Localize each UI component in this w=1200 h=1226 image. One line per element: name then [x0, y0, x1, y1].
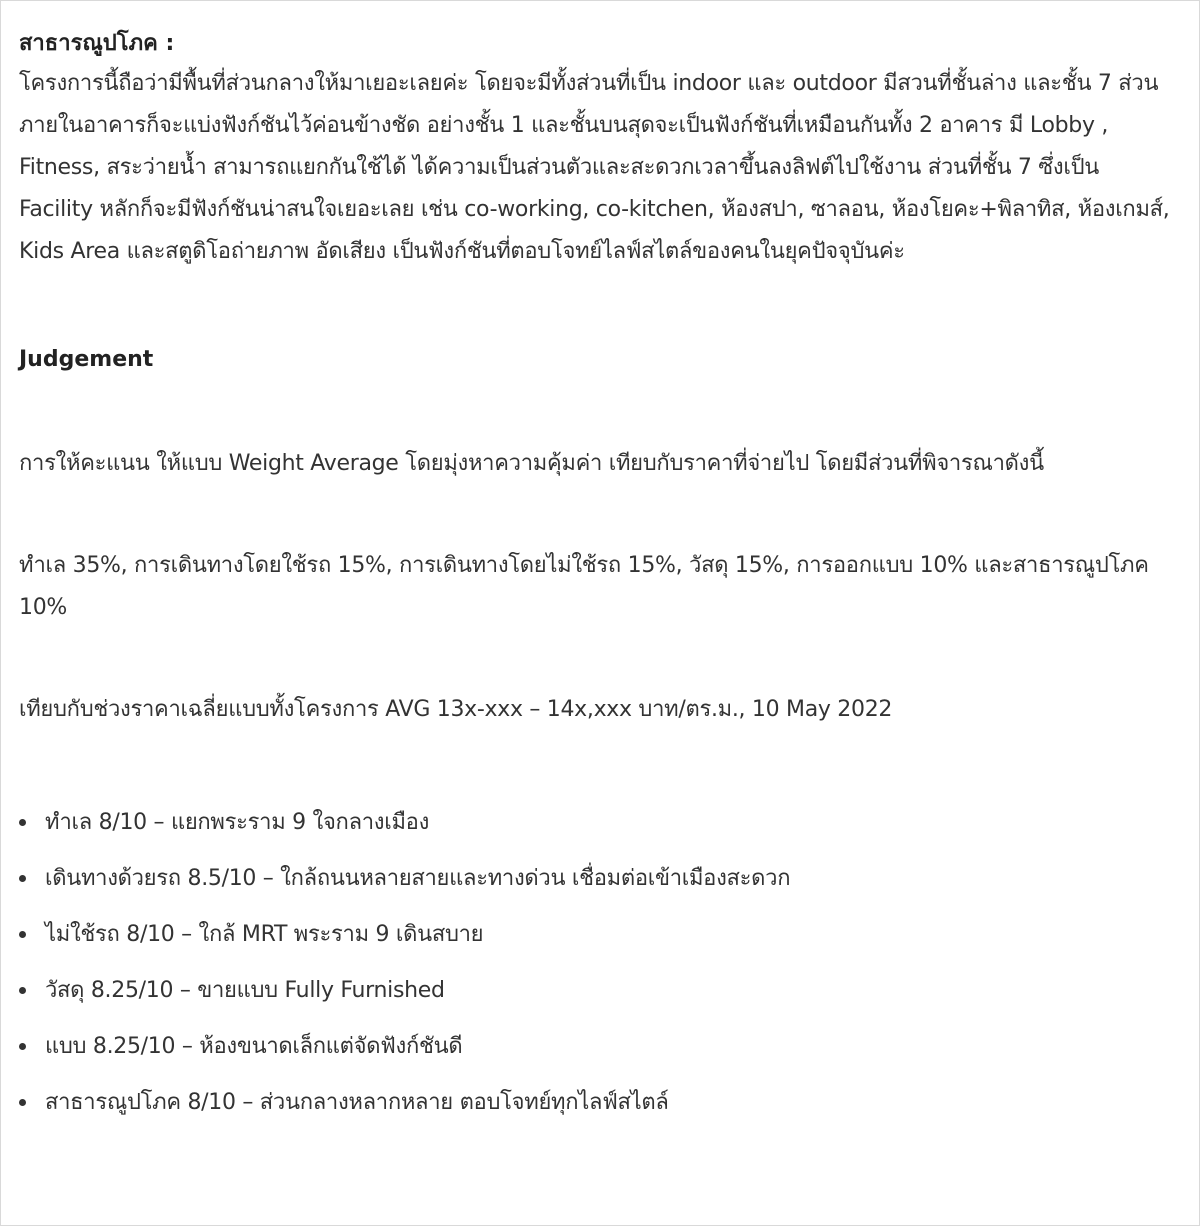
weights-paragraph: ทำเล 35%, การเดินทางโดยใช้รถ 15%, การเดินทางโดยไม่ใช้รถ 15%, วัสดุ 15%, การออกแบบ 10% และสาธารณูปโภค 10%	[19, 553, 1149, 620]
bullet-icon	[19, 819, 26, 826]
bullet-icon	[19, 875, 26, 882]
bullet-icon	[19, 1099, 26, 1106]
article-content	[19, 29, 1179, 1131]
score-text: วัสดุ 8.25/10 – ขายแบบ Fully Furnished	[45, 978, 445, 1003]
score-item-location	[19, 795, 1179, 851]
price-reference-paragraph: เทียบกับช่วงราคาเฉลี่ยแบบทั้งโครงการ AVG 13x-xxx – 14x,xxx บาท/ตร.ม., 10 May 2022	[19, 697, 893, 722]
score-item-design	[19, 1019, 1179, 1075]
score-item-facilities	[19, 1075, 1179, 1131]
judgement-heading: Judgement	[19, 347, 154, 372]
facilities-heading: สาธารณูปโภค :	[19, 31, 175, 56]
bullet-icon	[19, 931, 26, 938]
bullet-icon	[19, 987, 26, 994]
score-text: ไม่ใช้รถ 8/10 – ใกล้ MRT พระราม 9 เดินสบาย	[45, 922, 484, 947]
score-text: แบบ 8.25/10 – ห้องขนาดเล็กแต่จัดฟังก์ชันดี	[45, 1034, 463, 1059]
score-item-travel-by-car	[19, 851, 1179, 907]
score-item-materials	[19, 963, 1179, 1019]
score-item-travel-without-car	[19, 907, 1179, 963]
score-list	[19, 795, 1179, 1131]
bullet-icon	[19, 1043, 26, 1050]
score-text: เดินทางด้วยรถ 8.5/10 – ใกล้ถนนหลายสายและทางด่วน เชื่อมต่อเข้าเมืองสะดวก	[45, 866, 791, 891]
facilities-paragraph: โครงการนี้ถือว่ามีพื้นที่ส่วนกลางให้มาเยอะเลยค่ะ โดยจะมีทั้งส่วนที่เป็น indoor และ outdoor มีสวนที่ชั้นล่าง และชั้น 7 ส่วนภายในอาคารก็จะแบ่งฟังก์ชันไว้ค่อนข้างชัด อย่างชั้น 1 และชั้นบนสุดจะเป็นฟังก์ชันที่เหมือนกันทั้ง 2 อาคาร มี Lobby , Fitness, สระว่ายน้ำ สามารถแยกกันใช้ได้ ได้ความเป็นส่วนตัวและสะดวกเวลาขึ้นลงลิฟต์ไปใช้งาน ส่วนที่ชั้น 7 ซึ่งเป็น Facility หลักก็จะมีฟังก์ชันน่าสนใจเยอะเลย เช่น co-working, co-kitchen, ห้องสปา, ซาลอน, ห้องโยคะ+พิลาทิส, ห้องเกมส์, Kids Area และสตูดิโอถ่ายภาพ อัดเสียง เป็นฟังก์ชันที่ตอบโจทย์ไลฟ์สไตล์ของคนในยุคปัจจุบันค่ะ	[19, 71, 1170, 264]
judgement-intro-paragraph: การให้คะแนน ให้แบบ Weight Average โดยมุ่งหาความคุ้มค่า เทียบกับราคาที่จ่ายไป โดยมีส่วนที่พิจารณาดังนี้	[19, 451, 1044, 476]
score-text: ทำเล 8/10 – แยกพระราม 9 ใจกลางเมือง	[45, 810, 430, 835]
score-text: สาธารณูปโภค 8/10 – ส่วนกลางหลากหลาย ตอบโจทย์ทุกไลฟ์สไตล์	[45, 1090, 669, 1115]
